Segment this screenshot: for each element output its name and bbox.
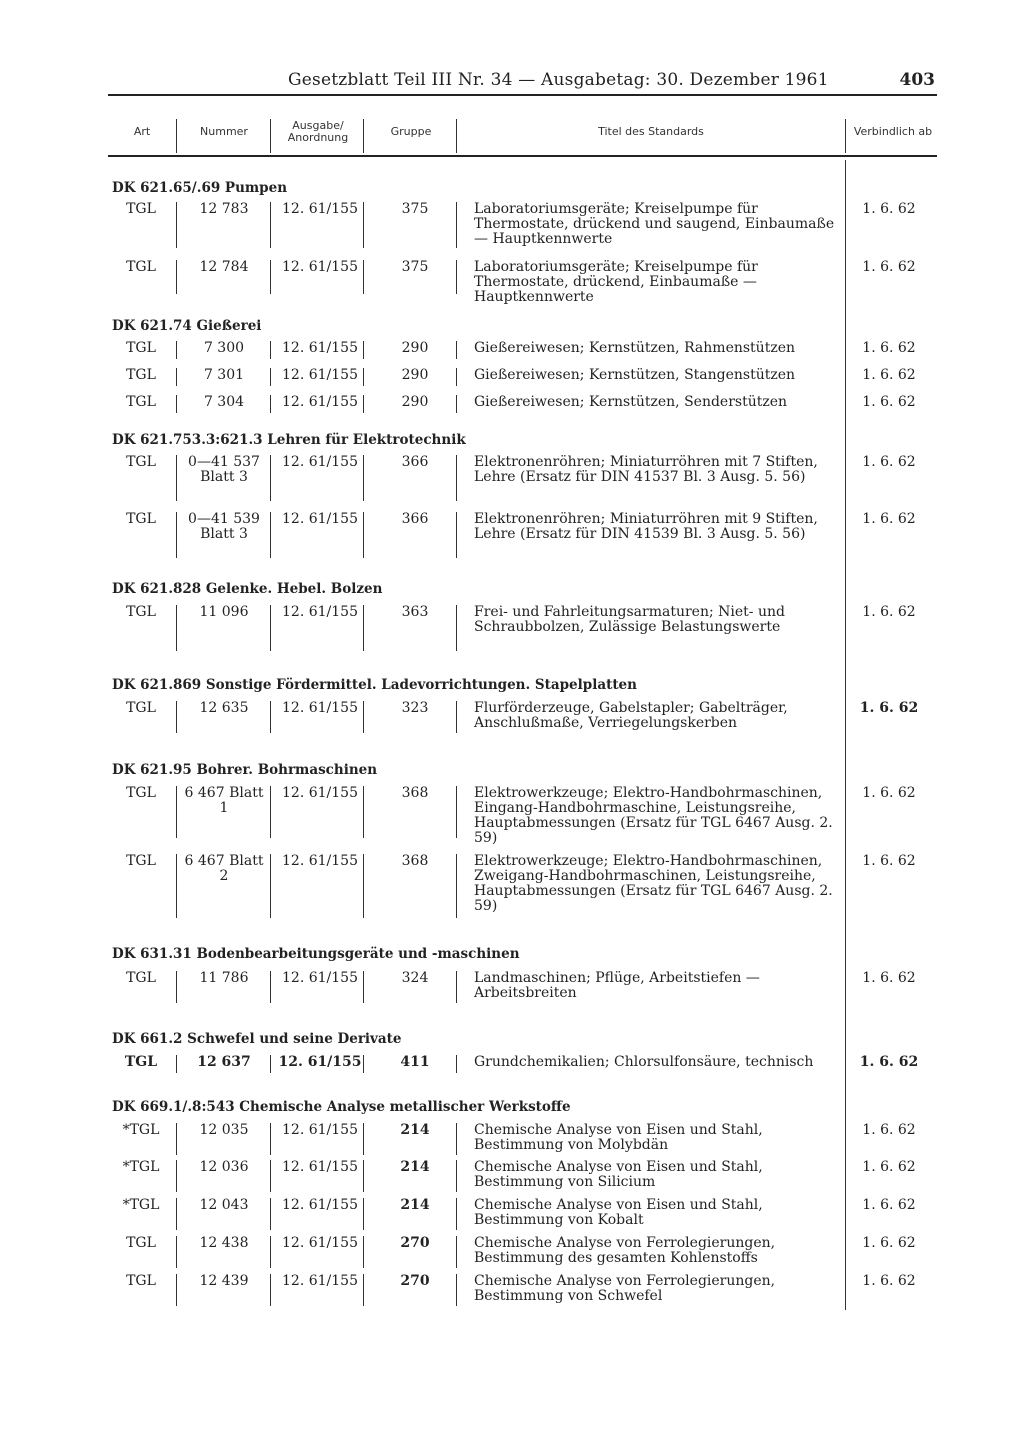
column-divider	[363, 455, 364, 501]
gruppe-cell: 375	[401, 201, 429, 217]
table-row	[0, 785, 1024, 846]
column-divider	[270, 512, 271, 558]
column-divider	[363, 395, 364, 413]
column-divider	[456, 605, 457, 651]
nummer-cell: 7 300	[203, 340, 245, 356]
column-divider	[363, 786, 364, 838]
art-cell: TGL	[126, 785, 156, 801]
table-row	[0, 512, 1024, 558]
ausgabe-cell: 12. 61/155	[282, 259, 358, 275]
column-divider	[363, 512, 364, 558]
verbindlich-cell: 1. 6. 62	[862, 1273, 916, 1289]
verbindlich-cell: 1. 6. 62	[862, 1197, 916, 1213]
nummer-cell: 12 438	[199, 1235, 249, 1251]
column-divider	[363, 854, 364, 918]
nummer-cell: 12 036	[199, 1159, 249, 1175]
column-divider	[456, 368, 457, 386]
column-divider	[363, 1236, 364, 1268]
table-row	[0, 341, 1024, 359]
gruppe-cell: 214	[400, 1159, 430, 1175]
art-cell: *TGL	[122, 1197, 160, 1213]
ausgabe-cell: 12. 61/155	[282, 394, 358, 410]
column-header-rule	[108, 155, 937, 157]
ausgabe-cell: 12. 61/155	[282, 1235, 358, 1251]
verbindlich-cell: 1. 6. 62	[862, 454, 916, 470]
table-row	[0, 202, 1024, 248]
table-row	[0, 854, 1024, 918]
column-divider	[176, 1055, 177, 1073]
verbindlich-cell: 1. 6. 62	[862, 259, 916, 275]
column-divider	[176, 260, 177, 294]
column-divider	[270, 1274, 271, 1306]
page-header	[108, 70, 938, 96]
column-divider	[363, 202, 364, 248]
header-column-divider	[176, 119, 177, 153]
nummer-cell: 7 301	[203, 367, 245, 383]
section-heading: DK 621.828 Gelenke. Hebel. Bolzen	[112, 581, 383, 597]
art-cell: *TGL	[122, 1122, 160, 1138]
titel-cell: Chemische Analyse von Eisen und Stahl, Bestimmung von Molybdän	[474, 1122, 763, 1153]
titel-cell: Landmaschinen; Pflüge, Arbeitstiefen — Arbeitsbreiten	[474, 970, 760, 1001]
ausgabe-cell: 12. 61/155	[282, 1197, 358, 1213]
verbindlich-cell: 1. 6. 62	[862, 394, 916, 410]
table-row	[0, 259, 1024, 305]
gruppe-cell: 214	[400, 1122, 430, 1138]
verbindlich-cell: 1. 6. 62	[859, 1054, 919, 1070]
gruppe-cell: 290	[401, 394, 429, 410]
verbindlich-cell: 1. 6. 62	[862, 201, 916, 217]
section-heading: DK 621.95 Bohrer. Bohrmaschinen	[112, 762, 378, 778]
titel-cell: Chemische Analyse von Eisen und Stahl, Bestimmung von Kobalt	[474, 1197, 763, 1228]
art-cell: TGL	[126, 853, 156, 869]
verbindlich-cell: 1. 6. 62	[862, 340, 916, 356]
column-divider	[270, 701, 271, 733]
section-heading: DK 621.753.3:621.3 Lehren für Elektrotechnik	[112, 432, 466, 448]
column-header-gruppe: Gruppe	[390, 125, 432, 138]
ausgabe-cell: 12. 61/155	[282, 201, 358, 217]
column-divider	[363, 1198, 364, 1230]
column-divider	[270, 341, 271, 359]
table-row	[0, 605, 1024, 651]
art-cell: TGL	[126, 1273, 156, 1289]
gazette-header-text: Gesetzblatt Teil III Nr. 34 — Ausgabetag: 30. Dezember 1961	[288, 70, 829, 90]
verbindlich-cell: 1. 6. 62	[862, 785, 916, 801]
art-cell: TGL	[126, 604, 156, 620]
art-cell: TGL	[124, 1054, 158, 1070]
column-divider	[176, 854, 177, 918]
header-column-divider	[456, 119, 457, 153]
table-row	[0, 1160, 1024, 1192]
column-divider	[363, 971, 364, 1003]
ausgabe-cell: 12. 61/155	[282, 340, 358, 356]
column-divider	[270, 786, 271, 838]
column-divider	[363, 1055, 364, 1073]
gruppe-cell: 323	[401, 700, 429, 716]
column-divider	[363, 701, 364, 733]
verbindlich-cell: 1. 6. 62	[862, 1159, 916, 1175]
nummer-cell: 12 635	[199, 700, 249, 716]
column-header-nummer: Nummer	[200, 125, 248, 138]
art-cell: TGL	[126, 201, 156, 217]
column-divider	[176, 512, 177, 558]
column-divider	[456, 701, 457, 733]
column-header-ausgabe: Ausgabe/ Anordnung	[287, 119, 349, 144]
column-divider	[176, 341, 177, 359]
verbindlich-cell: 1. 6. 62	[859, 700, 919, 716]
ausgabe-cell: 12. 61/155	[278, 1054, 362, 1070]
table-row	[0, 1236, 1024, 1268]
gruppe-cell: 411	[400, 1054, 430, 1070]
column-divider	[456, 1198, 457, 1230]
column-header-art: Art	[133, 125, 151, 138]
art-cell: TGL	[126, 700, 156, 716]
column-divider	[456, 1274, 457, 1306]
titel-cell: Chemische Analyse von Ferrolegierungen, Bestimmung von Schwefel	[474, 1273, 776, 1304]
gruppe-cell: 363	[401, 604, 429, 620]
gruppe-cell: 270	[400, 1235, 430, 1251]
verbindlich-cell: 1. 6. 62	[862, 1235, 916, 1251]
nummer-cell: 12 035	[199, 1122, 249, 1138]
nummer-cell: 12 043	[199, 1197, 249, 1213]
gruppe-cell: 324	[401, 970, 429, 986]
art-cell: TGL	[126, 367, 156, 383]
column-divider	[456, 455, 457, 501]
ausgabe-cell: 12. 61/155	[282, 367, 358, 383]
nummer-cell: 11 096	[199, 604, 249, 620]
nummer-cell: 0—41 539 Blatt 3	[188, 511, 260, 542]
gruppe-cell: 290	[401, 340, 429, 356]
column-header-titel: Titel des Standards	[598, 125, 704, 138]
table-row	[0, 368, 1024, 386]
ausgabe-cell: 12. 61/155	[282, 604, 358, 620]
column-divider	[456, 395, 457, 413]
ausgabe-cell: 12. 61/155	[282, 454, 358, 470]
table-row	[0, 395, 1024, 413]
ausgabe-cell: 12. 61/155	[282, 700, 358, 716]
header-column-divider	[270, 119, 271, 153]
column-divider	[270, 1123, 271, 1155]
column-divider	[270, 971, 271, 1003]
column-divider	[270, 854, 271, 918]
gruppe-cell: 270	[400, 1273, 430, 1289]
column-divider	[363, 368, 364, 386]
titel-cell: Grundchemikalien; Chlorsulfonsäure, technisch	[474, 1054, 814, 1070]
ausgabe-cell: 12. 61/155	[282, 1159, 358, 1175]
column-divider	[176, 701, 177, 733]
titel-cell: Elektrowerkzeuge; Elektro-Handbohrmaschinen, Eingang-Handbohrmaschine, Leistungsreihe, Hauptabmessungen (Ersatz für TGL 6467 Ausg. 2. 59)	[474, 785, 833, 846]
gruppe-cell: 366	[401, 454, 429, 470]
section-heading: DK 631.31 Bodenbearbeitungsgeräte und -maschinen	[112, 946, 520, 962]
table-row	[0, 1274, 1024, 1306]
titel-cell: Chemische Analyse von Eisen und Stahl, Bestimmung von Silicium	[474, 1159, 763, 1190]
column-divider	[363, 605, 364, 651]
column-divider	[456, 854, 457, 918]
gruppe-cell: 214	[400, 1197, 430, 1213]
art-cell: TGL	[126, 1235, 156, 1251]
ausgabe-cell: 12. 61/155	[282, 511, 358, 527]
column-divider	[176, 202, 177, 248]
nummer-cell: 11 786	[199, 970, 249, 986]
titel-cell: Flurförderzeuge, Gabelstapler; Gabelträger, Anschlußmaße, Verriegelungskerben	[474, 700, 788, 731]
titel-cell: Chemische Analyse von Ferrolegierungen, Bestimmung des gesamten Kohlenstoffs	[474, 1235, 776, 1266]
column-divider	[176, 1160, 177, 1192]
verbindlich-cell: 1. 6. 62	[862, 367, 916, 383]
column-divider	[270, 1236, 271, 1268]
nummer-cell: 12 783	[199, 201, 249, 217]
art-cell: *TGL	[122, 1159, 160, 1175]
nummer-cell: 6 467 Blatt 2	[184, 853, 264, 884]
column-divider	[270, 1055, 271, 1073]
column-divider	[176, 1274, 177, 1306]
nummer-cell: 0—41 537 Blatt 3	[188, 454, 260, 485]
section-heading: DK 621.65/.69 Pumpen	[112, 180, 288, 196]
titel-cell: Gießereiwesen; Kernstützen, Rahmenstützen	[474, 340, 796, 356]
verbindlich-cell: 1. 6. 62	[862, 1122, 916, 1138]
gruppe-cell: 366	[401, 511, 429, 527]
titel-cell: Laboratoriumsgeräte; Kreiselpumpe für Thermostate, drückend und saugend, Einbaumaße — Hauptkennwerte	[474, 201, 835, 247]
titel-cell: Frei- und Fahrleitungsarmaturen; Niet- und Schraubbolzen, Zulässige Belastungswerte	[474, 604, 785, 635]
section-heading: DK 621.869 Sonstige Fördermittel. Ladevorrichtungen. Stapelplatten	[112, 677, 637, 693]
verbindlich-cell: 1. 6. 62	[862, 604, 916, 620]
column-divider	[456, 260, 457, 294]
table-row	[0, 701, 1024, 733]
header-column-divider	[845, 119, 846, 153]
column-divider	[270, 368, 271, 386]
nummer-cell: 6 467 Blatt 1	[184, 785, 264, 816]
art-cell: TGL	[126, 259, 156, 275]
nummer-cell: 12 784	[199, 259, 249, 275]
column-divider	[270, 395, 271, 413]
column-divider	[270, 605, 271, 651]
titel-cell: Laboratoriumsgeräte; Kreiselpumpe für Thermostate, drückend, Einbaumaße — Hauptkennwerte	[474, 259, 758, 305]
column-divider	[176, 455, 177, 501]
column-divider	[456, 341, 457, 359]
section-heading: DK 661.2 Schwefel und seine Derivate	[112, 1031, 402, 1047]
column-header-verbindlich: Verbindlich ab	[853, 125, 933, 138]
column-divider	[176, 1123, 177, 1155]
column-divider	[270, 260, 271, 294]
titel-cell: Elektrowerkzeuge; Elektro-Handbohrmaschinen, Zweigang-Handbohrmaschinen, Leistungsreihe, Hauptabmessungen (Ersatz für TGL 6467 Ausg. 2. 59)	[474, 853, 833, 914]
page-number: 403	[899, 70, 935, 90]
column-divider	[176, 605, 177, 651]
titel-cell: Elektronenröhren; Miniaturröhren mit 7 Stiften, Lehre (Ersatz für DIN 41537 Bl. 3 Ausg. 5. 56)	[474, 454, 818, 485]
verbindlich-cell: 1. 6. 62	[862, 970, 916, 986]
nummer-cell: 12 637	[197, 1054, 251, 1070]
column-divider	[270, 455, 271, 501]
ausgabe-cell: 12. 61/155	[282, 970, 358, 986]
table-row	[0, 1123, 1024, 1155]
column-divider	[456, 1236, 457, 1268]
column-divider	[176, 971, 177, 1003]
column-divider	[456, 786, 457, 838]
column-divider	[456, 202, 457, 248]
ausgabe-cell: 12. 61/155	[282, 785, 358, 801]
verbindlich-cell: 1. 6. 62	[862, 853, 916, 869]
column-divider	[270, 1160, 271, 1192]
nummer-cell: 7 304	[203, 394, 245, 410]
column-divider	[176, 1236, 177, 1268]
column-divider	[456, 1055, 457, 1073]
column-divider	[363, 1123, 364, 1155]
column-divider	[363, 341, 364, 359]
gruppe-cell: 368	[401, 785, 429, 801]
ausgabe-cell: 12. 61/155	[282, 1273, 358, 1289]
column-divider	[363, 1274, 364, 1306]
column-divider	[270, 202, 271, 248]
table-row	[0, 1198, 1024, 1230]
column-divider	[176, 368, 177, 386]
nummer-cell: 12 439	[199, 1273, 249, 1289]
header-rule	[108, 94, 937, 96]
gruppe-cell: 375	[401, 259, 429, 275]
art-cell: TGL	[126, 340, 156, 356]
art-cell: TGL	[126, 970, 156, 986]
art-cell: TGL	[126, 454, 156, 470]
column-divider	[363, 260, 364, 294]
column-divider	[363, 1160, 364, 1192]
titel-cell: Elektronenröhren; Miniaturröhren mit 9 Stiften, Lehre (Ersatz für DIN 41539 Bl. 3 Ausg. 5. 56)	[474, 511, 818, 542]
table-row	[0, 1055, 1024, 1073]
header-column-divider	[363, 119, 364, 153]
section-heading: DK 621.74 Gießerei	[112, 318, 262, 334]
ausgabe-cell: 12. 61/155	[282, 1122, 358, 1138]
column-divider	[456, 512, 457, 558]
art-cell: TGL	[126, 394, 156, 410]
table-row	[0, 455, 1024, 501]
column-divider	[176, 1198, 177, 1230]
ausgabe-cell: 12. 61/155	[282, 853, 358, 869]
titel-cell: Gießereiwesen; Kernstützen, Stangenstützen	[474, 367, 796, 383]
column-divider	[456, 1123, 457, 1155]
column-divider	[270, 1198, 271, 1230]
gruppe-cell: 368	[401, 853, 429, 869]
table-row	[0, 971, 1024, 1003]
verbindlich-cell: 1. 6. 62	[862, 511, 916, 527]
art-cell: TGL	[126, 511, 156, 527]
column-divider	[176, 786, 177, 838]
column-divider	[456, 1160, 457, 1192]
column-divider	[176, 395, 177, 413]
titel-cell: Gießereiwesen; Kernstützen, Senderstützen	[474, 394, 788, 410]
column-divider	[456, 971, 457, 1003]
section-heading: DK 669.1/.8:543 Chemische Analyse metallischer Werkstoffe	[112, 1099, 571, 1115]
gruppe-cell: 290	[401, 367, 429, 383]
